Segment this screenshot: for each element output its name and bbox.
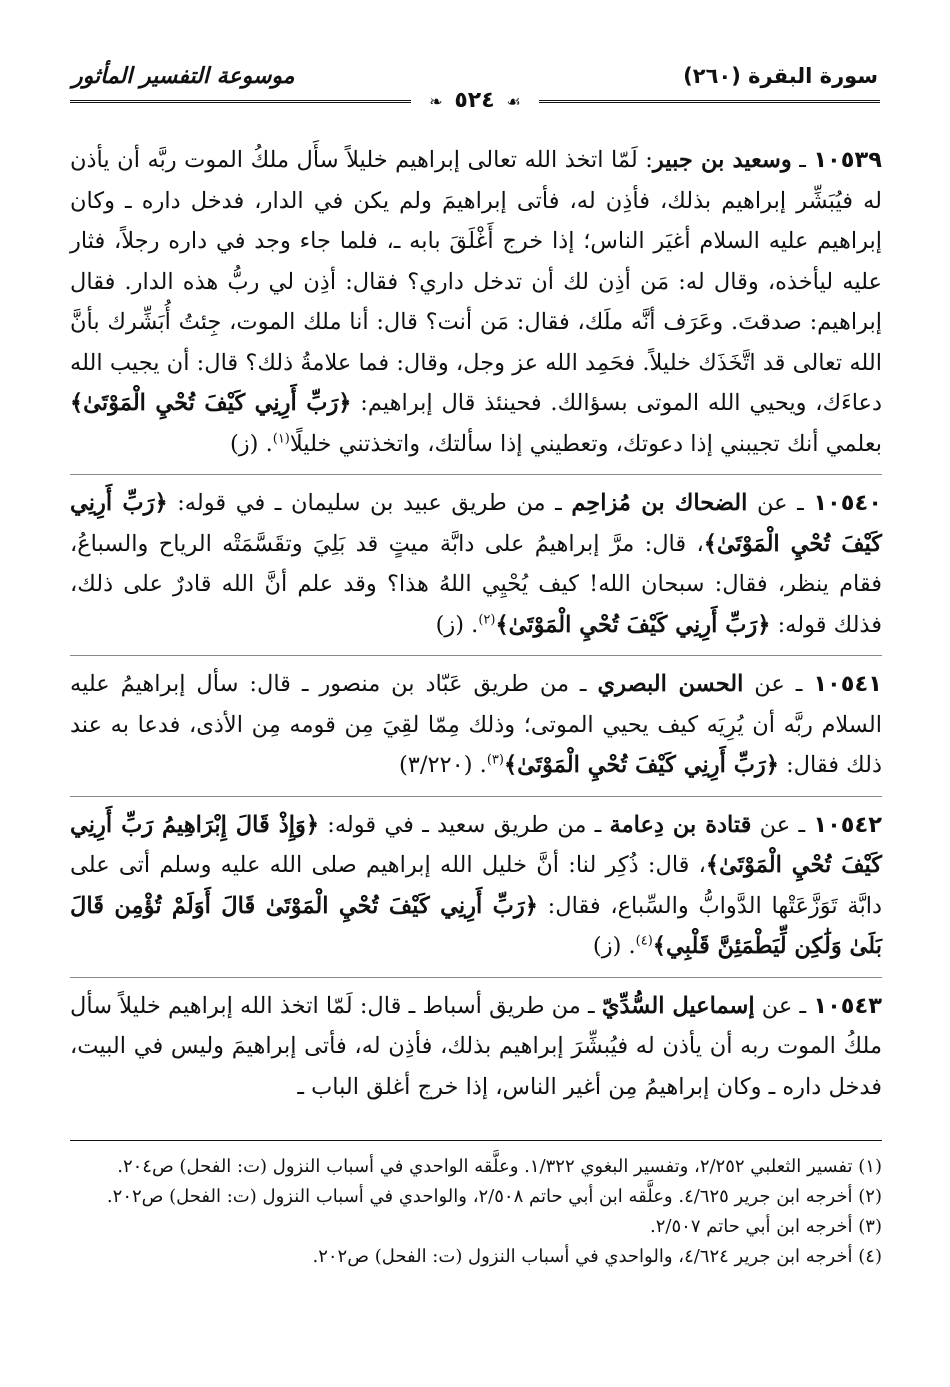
entry-prefix: ـ عن bbox=[743, 671, 814, 697]
ornament-icon: ☙ bbox=[506, 92, 521, 111]
surah-header bbox=[683, 64, 878, 88]
page-number-container bbox=[0, 88, 950, 113]
entry-text-cont: بعلمي أنك تجيبني إذا دعوتك، وتعطيني إذا سألتك، واتخذتني خليلًا bbox=[289, 430, 882, 457]
quran-verse: ﴿رَبِّ أَرِنِي كَيْفَ تُحْيِ الْمَوْتَىٰ﴾ bbox=[70, 490, 882, 557]
main-text bbox=[70, 140, 882, 1117]
entry-prefix: ـ عن bbox=[751, 811, 814, 838]
footnotes bbox=[70, 1152, 882, 1272]
entry-10539: ١٠٥٣٩ ـ وسعيد بن جبير: لَمّا اتخذ الله تعالى إبراهيم خليلاً سأَل ملكُ الموت ربَّه أن يأذن له فيُبَشِّر إبراهيم بذلك، فأذِن له، فأتى إبراهيمَ ولم يكن في الدار، فدخل داره ـ وكان إبراهيم عليه السلام أغيَر الناس؛ إذا خرج أَغْلَقَ بابه ـ، فلما جاء وجد في داره رجلاً، فثار عليه ليأخذه، وقال له: مَن أذِن لك أن تدخل داري؟ فقال: أذِن لي ربُّ هذه الدار. فقال إبراهيم: صدقتَ. وعَرَف أنَّه ملَك، فقال: مَن أنت؟ قال: أنا ملك الموت، جِئتُ أُبَشِّرك بأنَّ الله تعالى قد اتَّخَذَك خليلاً. فحَمِد الله عز وجل، وقال: فما علامةُ ذلك؟ قال: أن يجيب الله دعاءَك، ويحيي الله الموتى بسؤالك. فحينئذ قال إبراهيم: ﴿رَبِّ أَرِنِي كَيْفَ تُحْيِ الْمَوْتَىٰ﴾ بعلمي أنك تجيبني إذا دعوتك، وتعطيني إذا سألتك، واتخذتني خليلًا$^{(١)}$. (ز) bbox=[70, 147, 882, 457]
footnote-1: (١) تفسير الثعلبي ٢/٢٥٢، وتفسير البغوي ١/٣٢٢. وعلَّقه الواحدي في أسباب النزول (ت: الفحل) ص٢٠٤. bbox=[117, 1156, 882, 1177]
footnote-marker[interactable]: (٣) bbox=[486, 752, 504, 768]
ayah-reference: (٢٦٠) bbox=[683, 64, 741, 88]
entry-text: ـ من طريق عَبّاد بن منصور ـ قال: سأل إبراهيمُ عليه السلام ربَّه أن يُرِيَه كيف يحيي الموتى؛ وذلك مِمّا لقِيَ مِن قومه مِن الأذى، فدعا به عند ذلك فقال: bbox=[70, 671, 882, 778]
entry-number: ١٠٥٤٠ bbox=[813, 490, 882, 516]
entry-end: . (ز) bbox=[230, 430, 273, 457]
quran-verse: ﴿رَبِّ أَرِنِي كَيْفَ تُحْيِ الْمَوْتَىٰ قَالَ أَوَلَمْ تُؤْمِن قَالَ بَلَىٰ وَلَٰكِن لِّيَطْمَئِنَّ قَلْبِي﴾ bbox=[70, 892, 882, 959]
entry-number: ١٠٥٤٣ bbox=[813, 992, 883, 1019]
entry-narrator: قتادة بن دِعامة bbox=[609, 811, 752, 838]
entry-text: ـ من طريق أسباط ـ قال: لَمّا اتخذ الله إبراهيم خليلاً سأل ملكُ الموت ربه أن يأذن له فيُبشِّرَ إبراهيم بذلك، فأذِن له، فأتى إبراهيمَ وليس في البيت، فدخل داره ـ وكان إبراهيمُ مِن أغير الناس، إذا خرج أغلق الباب ـ bbox=[70, 992, 882, 1100]
footnote-2: (٢) أخرجه ابن جرير ٤/٦٢٥. وعلَّقه ابن أبي حاتم ٢/٥٠٨، والواحدي في أسباب النزول (ت: الفحل) ص٢٠٢. bbox=[106, 1186, 882, 1207]
entry-text-cont: ، قال: ذُكِر لنا: أنَّ خليل الله إبراهيم صلى الله عليه وسلم أتى على دابَّة تَوَزَّعَتْها الدَّوابُّ والسِّباع، فقال: bbox=[70, 852, 883, 919]
surah-name: سورة البقرة bbox=[748, 64, 878, 88]
entry-text-cont: ، قال: مرَّ إبراهيمُ على دابَّة ميتٍ قد بَلِيَ وتقَسَّمَتْه الرياح والسباعُ، فقام ينظر، فقال: سبحان الله! كيف يُحْيِي اللهُ هذا؟ وقد علم أنَّ الله قادرٌ على ذلك، فذلك قوله: bbox=[70, 530, 882, 638]
footnote-marker[interactable]: (٤) bbox=[635, 933, 653, 949]
page-number-box bbox=[411, 88, 538, 113]
entry-narrator: وسعيد بن جبير bbox=[652, 147, 792, 173]
entry-text: ـ من طريق سعيد ـ في قوله: bbox=[319, 811, 610, 838]
footnote-rule bbox=[70, 1140, 882, 1141]
footnote-3: (٣) أخرجه ابن أبي حاتم ٢/٥٠٧. bbox=[650, 1216, 882, 1237]
entry-number: ١٠٥٣٩ bbox=[813, 147, 882, 173]
entry-10543 bbox=[70, 977, 882, 1108]
entry-end: . (ز) bbox=[592, 933, 636, 959]
entry-text: ـ من طريق عبيد بن سليمان ـ في قوله: bbox=[167, 490, 572, 516]
entry-10541 bbox=[70, 655, 882, 786]
page-number: ٥٢٤ bbox=[454, 88, 495, 113]
quran-verse: ﴿رَبِّ أَرِنِي كَيْفَ تُحْيِ الْمَوْتَىٰ﴾ bbox=[503, 752, 779, 778]
quran-verse: ﴿رَبِّ أَرِنِي كَيْفَ تُحْيِ الْمَوْتَىٰ﴾ bbox=[70, 390, 352, 416]
entry-number: ١٠٥٤١ bbox=[813, 671, 882, 697]
entry-number: ١٠٥٤٢ bbox=[813, 811, 883, 838]
book-title: موسوعة التفسير المأثور bbox=[72, 64, 295, 89]
quran-verse: ﴿رَبِّ أَرِنِي كَيْفَ تُحْيِ الْمَوْتَىٰ﴾ bbox=[495, 611, 771, 638]
entry-narrator: إسماعيل السُّدِّيّ bbox=[601, 992, 755, 1019]
entry-narrator: الحسن البصري bbox=[597, 671, 744, 697]
entry-narrator: الضحاك بن مُزاحِم bbox=[571, 490, 748, 516]
entry-10542 bbox=[70, 796, 882, 967]
footnote-marker[interactable]: (٢) bbox=[478, 612, 496, 627]
entry-prefix: ـ عن bbox=[747, 490, 814, 516]
footnote-4: (٤) أخرجه ابن جرير ٤/٦٢٤، والواحدي في أسباب النزول (ت: الفحل) ص٢٠٢. bbox=[312, 1246, 882, 1267]
ornament-icon: ❧ bbox=[429, 92, 443, 111]
footnote-marker[interactable]: (١) bbox=[272, 431, 290, 446]
entry-prefix: ـ عن bbox=[754, 992, 814, 1019]
entry-text: : لَمّا اتخذ الله تعالى إبراهيم خليلاً سأَل ملكُ الموت ربَّه أن يأذن له فيُبَشِّر إبراهيم بذلك، فأذِن له، فأتى إبراهيمَ ولم يكن في الدار، فدخل داره ـ وكان إبراهيم عليه السلام أغيَر الناس؛ إذا خرج أَغْلَقَ بابه ـ، فلما جاء وجد في داره رجلاً، فثار عليه ليأخذه، وقال له: مَن أذِن لك أن تدخل داري؟ فقال: أذِن لي ربُّ هذه الدار. فقال إبراهيم: صدقتَ. وعَرَف أنَّه ملَك، فقال: مَن أنت؟ قال: أنا ملك الموت، جِئتُ أُبَشِّرك بأنَّ الله تعالى قد اتَّخَذَك خليلاً. فحَمِد الله عز وجل، وقال: فما علامةُ ذلك؟ قال: أن يجيب الله دعاءَك، ويحيي الله الموتى بسؤالك. فحينئذ قال إبراهيم: bbox=[70, 147, 882, 416]
quran-verse: ﴿وَإِذْ قَالَ إِبْرَاهِيمُ رَبِّ أَرِنِي كَيْفَ تُحْيِ الْمَوْتَىٰ﴾ bbox=[70, 811, 882, 878]
entry-end: . (٣/٢٢٠) bbox=[399, 752, 487, 778]
entry-10540 bbox=[70, 474, 882, 645]
entry-end: . (ز) bbox=[435, 611, 479, 638]
